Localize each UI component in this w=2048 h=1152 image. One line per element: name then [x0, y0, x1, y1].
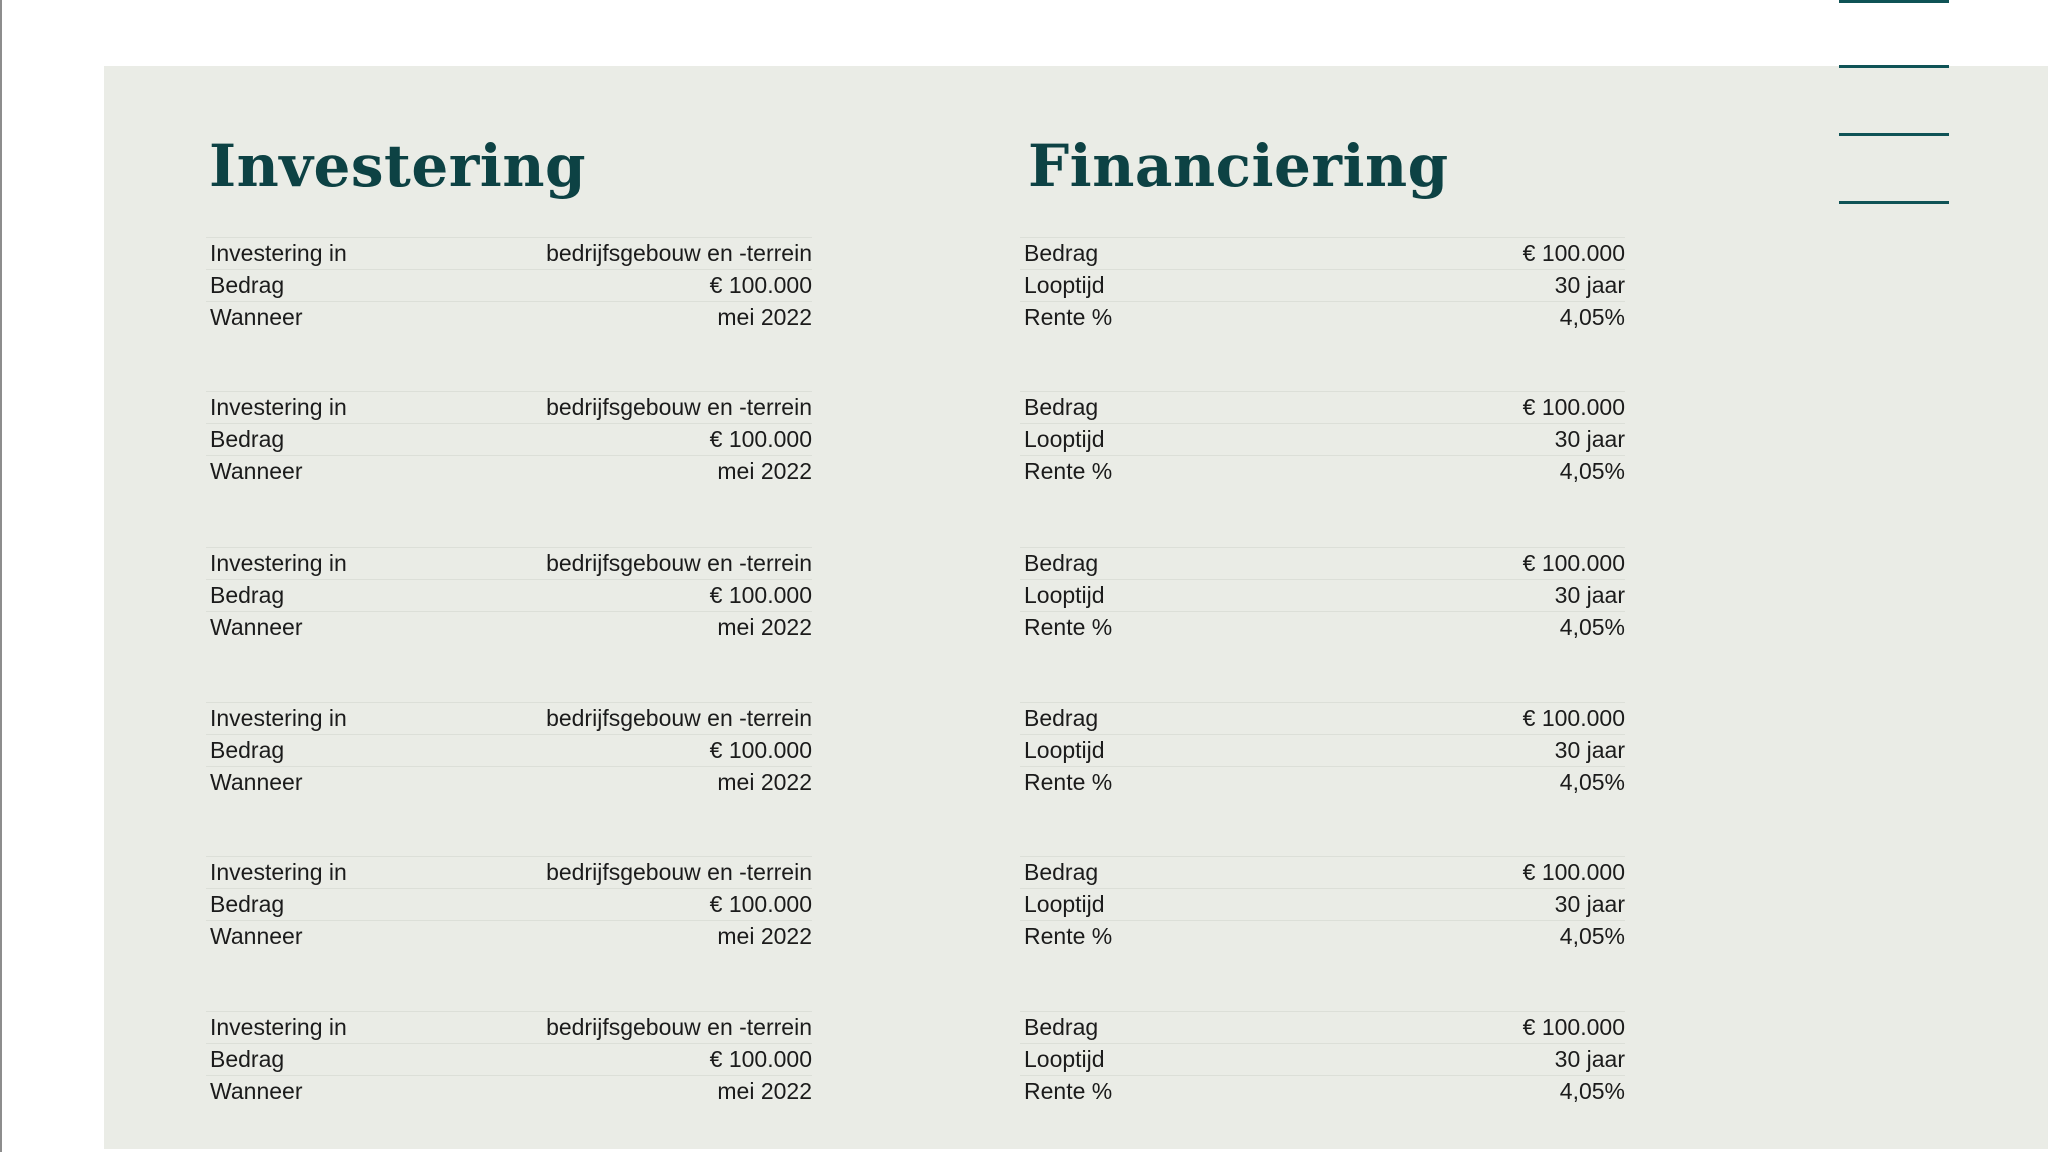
hamburger-menu-icon[interactable] — [1839, 0, 1949, 210]
bedrag-row — [1020, 391, 1625, 423]
looptijd-value: 30 jaar — [1554, 582, 1625, 608]
bedrag-label: Bedrag — [1024, 705, 1099, 731]
rente-row — [1020, 1075, 1625, 1107]
bedrag-label: Bedrag — [1024, 550, 1099, 576]
rente-label: Rente % — [1024, 614, 1113, 640]
rente-label: Rente % — [1024, 304, 1113, 330]
bedrag-label: Bedrag — [210, 582, 285, 608]
bedrag-row — [206, 579, 812, 611]
financiering-heading: Financiering — [1028, 132, 1449, 200]
looptijd-label: Looptijd — [1024, 582, 1105, 608]
wanneer-value: mei 2022 — [717, 458, 812, 484]
investering-block — [206, 856, 812, 952]
bedrag-row — [206, 888, 812, 920]
wanneer-row — [206, 1075, 812, 1107]
investering-in-row — [206, 547, 812, 579]
wanneer-row — [206, 766, 812, 798]
investering-in-row — [206, 1011, 812, 1043]
bedrag-value: € 100.000 — [709, 272, 812, 298]
bedrag-row — [1020, 702, 1625, 734]
investering-in-row — [206, 391, 812, 423]
bedrag-label: Bedrag — [210, 426, 285, 452]
bedrag-value: € 100.000 — [709, 582, 812, 608]
investering-in-value: bedrijfsgebouw en -terrein — [546, 550, 812, 576]
bedrag-row — [206, 734, 812, 766]
bedrag-value: € 100.000 — [709, 426, 812, 452]
looptijd-row — [1020, 1043, 1625, 1075]
bedrag-value: € 100.000 — [1522, 394, 1625, 420]
investering-in-label: Investering in — [210, 705, 347, 731]
looptijd-label: Looptijd — [1024, 1046, 1105, 1072]
financiering-block — [1020, 237, 1625, 333]
investering-heading: Investering — [209, 132, 587, 200]
investering-in-row — [206, 702, 812, 734]
menu-bar — [1839, 65, 1949, 68]
rente-value: 4,05% — [1559, 923, 1625, 949]
bedrag-label: Bedrag — [1024, 1014, 1099, 1040]
financiering-block — [1020, 856, 1625, 952]
looptijd-label: Looptijd — [1024, 426, 1105, 452]
investering-in-value: bedrijfsgebouw en -terrein — [546, 705, 812, 731]
wanneer-row — [206, 920, 812, 952]
rente-row — [1020, 301, 1625, 333]
menu-bar — [1839, 133, 1949, 136]
wanneer-label: Wanneer — [210, 304, 303, 330]
wanneer-label: Wanneer — [210, 769, 303, 795]
bedrag-value: € 100.000 — [709, 891, 812, 917]
bedrag-value: € 100.000 — [1522, 859, 1625, 885]
investering-in-label: Investering in — [210, 240, 347, 266]
investering-block — [206, 237, 812, 333]
looptijd-value: 30 jaar — [1554, 1046, 1625, 1072]
investering-column — [206, 0, 812, 1152]
bedrag-row — [206, 269, 812, 301]
investering-in-label: Investering in — [210, 394, 347, 420]
bedrag-row — [1020, 237, 1625, 269]
bedrag-value: € 100.000 — [709, 737, 812, 763]
investering-block — [206, 1011, 812, 1107]
looptijd-row — [1020, 269, 1625, 301]
wanneer-value: mei 2022 — [717, 1078, 812, 1104]
wanneer-row — [206, 611, 812, 643]
bedrag-label: Bedrag — [210, 737, 285, 763]
looptijd-row — [1020, 423, 1625, 455]
bedrag-row — [1020, 547, 1625, 579]
rente-row — [1020, 455, 1625, 487]
rente-label: Rente % — [1024, 458, 1113, 484]
bedrag-label: Bedrag — [1024, 240, 1099, 266]
rente-value: 4,05% — [1559, 614, 1625, 640]
window-left-edge — [0, 0, 2, 1152]
looptijd-value: 30 jaar — [1554, 891, 1625, 917]
bedrag-row — [1020, 856, 1625, 888]
rente-label: Rente % — [1024, 923, 1113, 949]
investering-in-value: bedrijfsgebouw en -terrein — [546, 240, 812, 266]
financiering-block — [1020, 547, 1625, 643]
bedrag-row — [206, 423, 812, 455]
bedrag-value: € 100.000 — [1522, 705, 1625, 731]
wanneer-row — [206, 301, 812, 333]
investering-in-row — [206, 856, 812, 888]
rente-row — [1020, 920, 1625, 952]
menu-bar — [1839, 201, 1949, 204]
wanneer-row — [206, 455, 812, 487]
investering-in-value: bedrijfsgebouw en -terrein — [546, 394, 812, 420]
rente-value: 4,05% — [1559, 769, 1625, 795]
financiering-block — [1020, 1011, 1625, 1107]
wanneer-label: Wanneer — [210, 614, 303, 640]
rente-row — [1020, 611, 1625, 643]
wanneer-value: mei 2022 — [717, 769, 812, 795]
looptijd-row — [1020, 579, 1625, 611]
looptijd-row — [1020, 888, 1625, 920]
investering-in-value: bedrijfsgebouw en -terrein — [546, 1014, 812, 1040]
bedrag-label: Bedrag — [1024, 394, 1099, 420]
bedrag-row — [1020, 1011, 1625, 1043]
investering-in-label: Investering in — [210, 859, 347, 885]
rente-label: Rente % — [1024, 1078, 1113, 1104]
investering-in-value: bedrijfsgebouw en -terrein — [546, 859, 812, 885]
looptijd-value: 30 jaar — [1554, 737, 1625, 763]
investering-in-label: Investering in — [210, 550, 347, 576]
wanneer-value: mei 2022 — [717, 923, 812, 949]
rente-value: 4,05% — [1559, 304, 1625, 330]
wanneer-label: Wanneer — [210, 458, 303, 484]
bedrag-value: € 100.000 — [1522, 240, 1625, 266]
bedrag-label: Bedrag — [210, 272, 285, 298]
wanneer-label: Wanneer — [210, 1078, 303, 1104]
wanneer-label: Wanneer — [210, 923, 303, 949]
bedrag-label: Bedrag — [210, 891, 285, 917]
looptijd-row — [1020, 734, 1625, 766]
investering-block — [206, 391, 812, 487]
bedrag-label: Bedrag — [210, 1046, 285, 1072]
rente-value: 4,05% — [1559, 458, 1625, 484]
rente-value: 4,05% — [1559, 1078, 1625, 1104]
looptijd-label: Looptijd — [1024, 737, 1105, 763]
financiering-column — [1020, 0, 1625, 1152]
menu-bar — [1839, 0, 1949, 3]
wanneer-value: mei 2022 — [717, 304, 812, 330]
investering-in-label: Investering in — [210, 1014, 347, 1040]
looptijd-label: Looptijd — [1024, 891, 1105, 917]
bedrag-label: Bedrag — [1024, 859, 1099, 885]
rente-row — [1020, 766, 1625, 798]
financiering-block — [1020, 702, 1625, 798]
investering-in-row — [206, 237, 812, 269]
investering-block — [206, 702, 812, 798]
looptijd-label: Looptijd — [1024, 272, 1105, 298]
bedrag-value: € 100.000 — [1522, 1014, 1625, 1040]
looptijd-value: 30 jaar — [1554, 272, 1625, 298]
rente-label: Rente % — [1024, 769, 1113, 795]
bedrag-row — [206, 1043, 812, 1075]
financiering-block — [1020, 391, 1625, 487]
bedrag-value: € 100.000 — [1522, 550, 1625, 576]
investering-block — [206, 547, 812, 643]
wanneer-value: mei 2022 — [717, 614, 812, 640]
bedrag-value: € 100.000 — [709, 1046, 812, 1072]
looptijd-value: 30 jaar — [1554, 426, 1625, 452]
